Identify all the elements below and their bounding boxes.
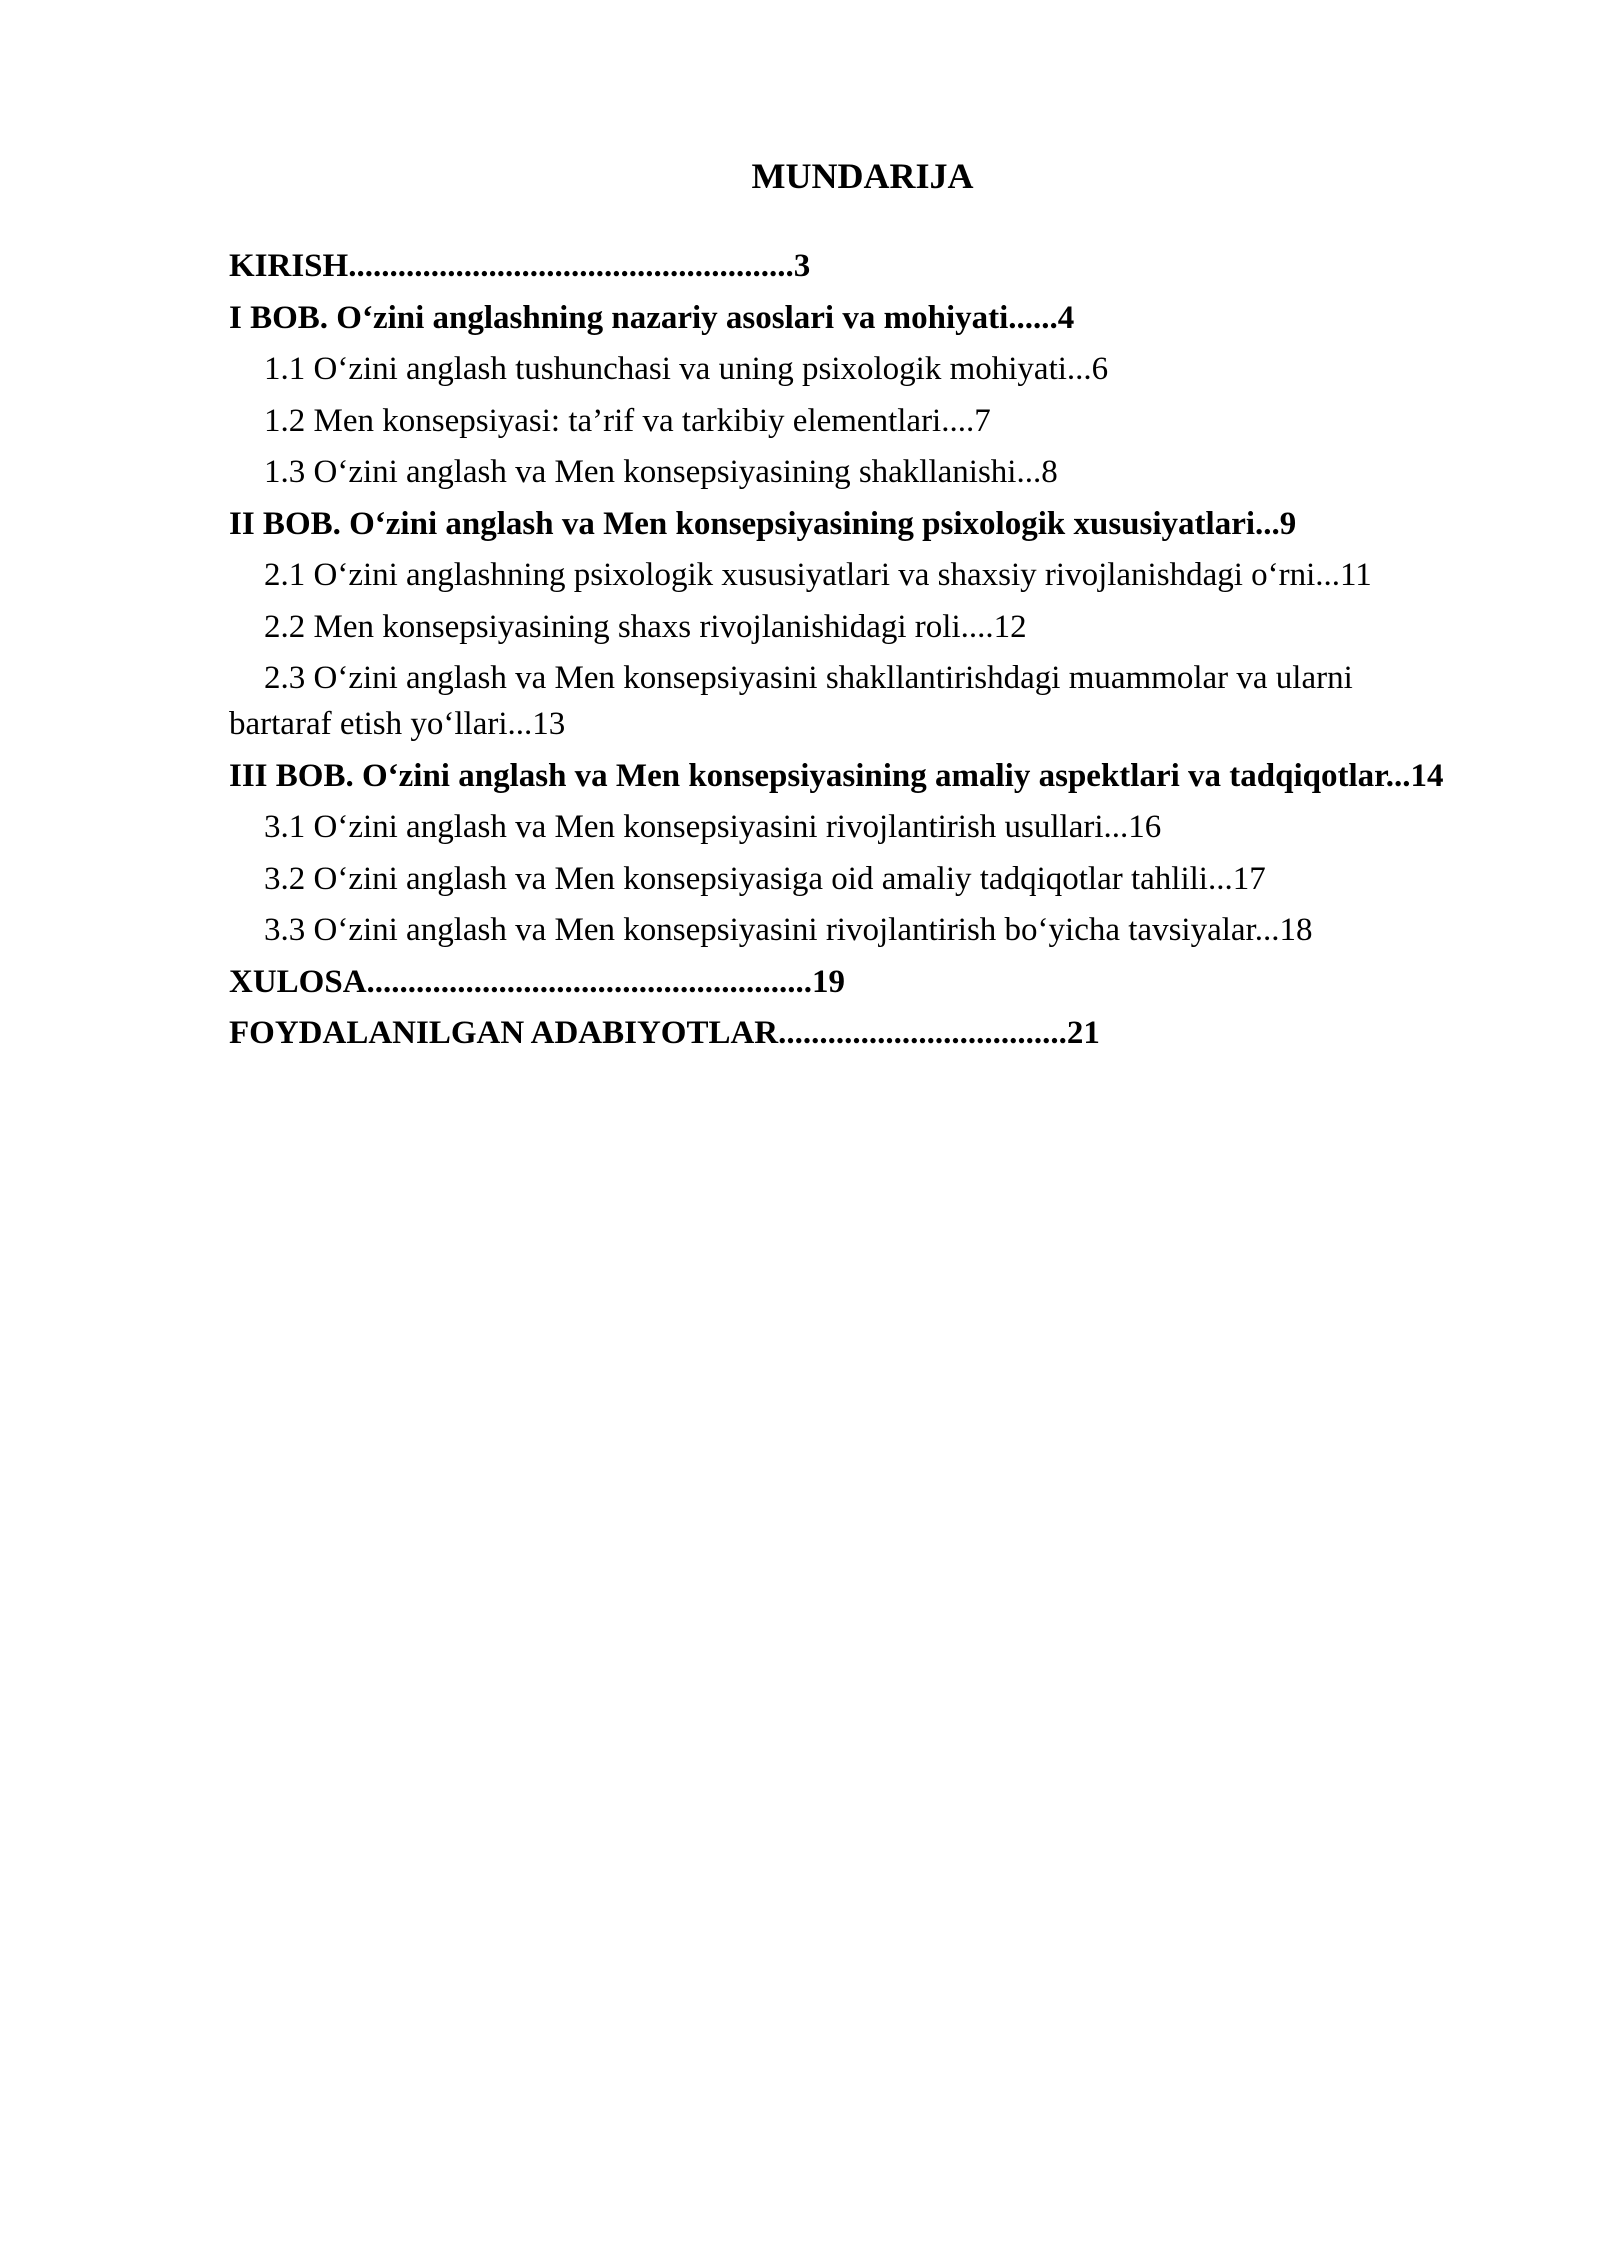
toc-entry-kirish: KIRISH......................................................3 bbox=[229, 248, 811, 284]
toc-entry-section-3-2: 3.2 O‘zini anglash va Men konsepsiyasiga oid amaliy tadqiqotlar tahlili...17 bbox=[264, 860, 1266, 897]
toc-entry-section-1-3: 1.3 O‘zini anglash va Men konsepsiyasining shakllanishi...8 bbox=[264, 454, 1058, 490]
toc-entry-references: FOYDALANILGAN ADABIYOTLAR...................................21 bbox=[229, 1015, 1100, 1051]
toc-entry-section-1-1: 1.1 O‘zini anglash tushunchasi va uning psixologik mohiyati...6 bbox=[264, 351, 1109, 387]
toc-entry-section-2-2: 2.2 Men konsepsiyasining shaxs rivojlanishidagi roli....12 bbox=[264, 608, 1027, 645]
table-of-contents bbox=[229, 243, 1449, 1062]
toc-entry-chapter-1: I BOB. O‘zini anglashning nazariy asoslari va mohiyati......4 bbox=[229, 299, 1075, 336]
toc-entry-chapter-2: II BOB. O‘zini anglash va Men konsepsiyasining psixologik xususiyatlari...9 bbox=[229, 505, 1297, 542]
toc-entry-section-2-3: 2.3 O‘zini anglash va Men konsepsiyasini shakllantirishdagi muammolar va ularni bartaraf etish yo‘llari...13 bbox=[229, 660, 1353, 742]
toc-entry-section-3-1: 3.1 O‘zini anglash va Men konsepsiyasini rivojlantirish usullari...16 bbox=[264, 809, 1162, 845]
toc-entry-section-1-2: 1.2 Men konsepsiyasi: ta’rif va tarkibiy elementlari....7 bbox=[264, 402, 991, 439]
toc-entry-section-3-3: 3.3 O‘zini anglash va Men konsepsiyasini rivojlantirish bo‘yicha tavsiyalar...18 bbox=[264, 912, 1313, 948]
toc-entry-section-2-1: 2.1 O‘zini anglashning psixologik xususiyatlari va shaxsiy rivojlanishdagi o‘rni...11 bbox=[264, 557, 1372, 593]
toc-entry-xulosa: XULOSA......................................................19 bbox=[229, 963, 846, 1000]
toc-entry-chapter-3: III BOB. O‘zini anglash va Men konsepsiyasining amaliy aspektlari va tadqiqotlar...14 bbox=[229, 757, 1444, 794]
page-title: MUNDARIJA bbox=[751, 156, 974, 196]
